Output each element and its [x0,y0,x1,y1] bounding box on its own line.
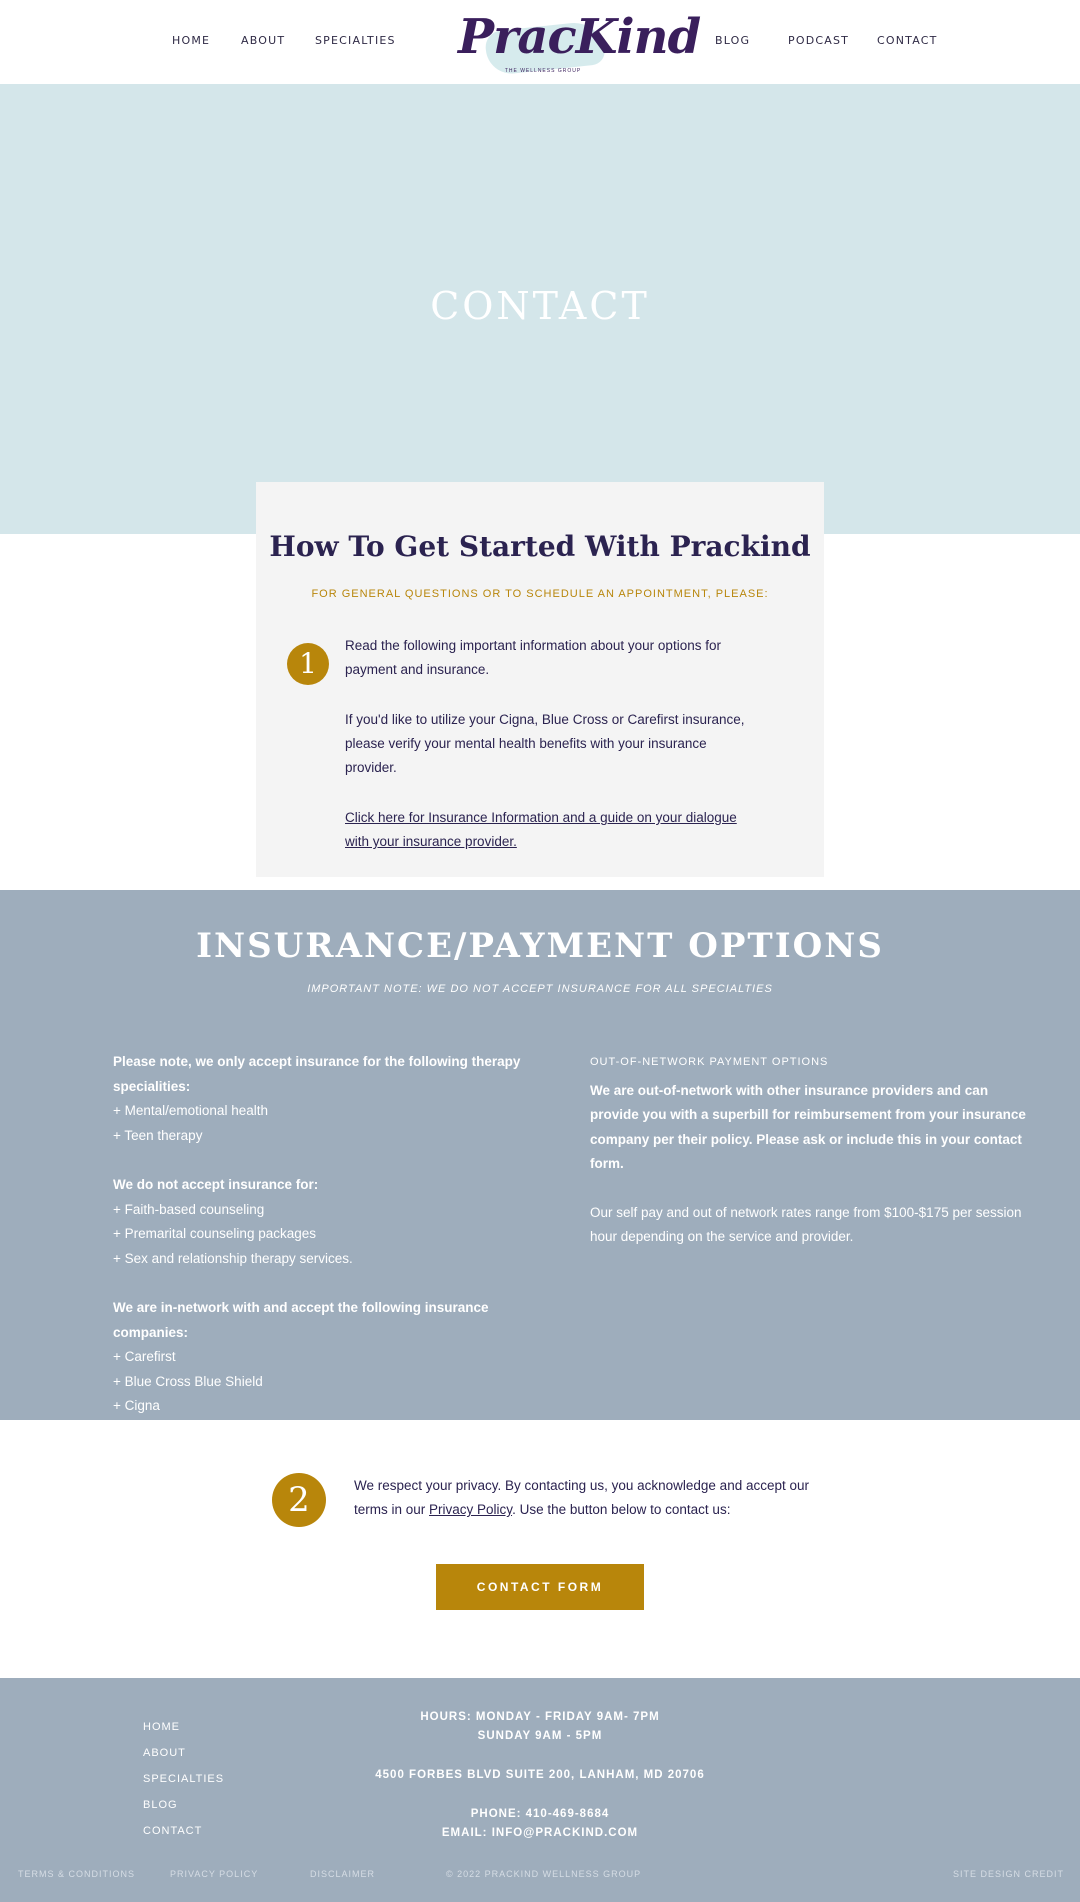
network-heading: We are in-network with and accept the following insurance companies: [113,1300,489,1340]
logo-text: PracKind [458,9,701,65]
footer-hours-sunday: SUNDAY 9AM - 5PM [477,1730,603,1742]
getting-started-card [256,482,824,877]
card-subtitle: FOR GENERAL QUESTIONS OR TO SCHEDULE AN APPOINTMENT, PLEASE: [311,588,769,600]
footer-hours-weekday: HOURS: MONDAY - FRIDAY 9AM- 7PM [420,1711,660,1723]
card-title: How To Get Started With Prackind [269,530,811,563]
list-item: + Cigna [113,1398,160,1413]
top-nav [0,0,1080,84]
logo-subtitle: THE WELLNESS GROUP [504,68,582,74]
footer-info [330,1708,750,1843]
footer-email[interactable]: EMAIL: INFO@PRACKIND.COM [441,1827,639,1839]
footer-privacy-link[interactable]: PRIVACY POLICY [170,1869,259,1879]
insurance-section [0,890,1080,1420]
footer-copyright: © 2022 PRACKIND WELLNESS GROUP [446,1869,642,1879]
list-item: + Teen therapy [113,1127,203,1143]
card-paragraph-2: If you'd like to utilize your Cigna, Blue Cross or Carefirst insurance, please verify your mental health benefits with your insurance provider. [345,712,745,775]
list-item: + Mental/emotional health [113,1103,268,1118]
footer-terms-link[interactable]: TERMS & CONDITIONS [18,1869,136,1879]
insurance-left-column [113,1050,553,1419]
insurance-info-link[interactable]: Click here for Insurance Information and a guide on your dialogue with your insurance provider. [345,810,737,849]
oon-heading: OUT-OF-NETWORK PAYMENT OPTIONS [590,1056,829,1068]
nav-about[interactable]: ABOUT [241,34,286,47]
footer-nav-about[interactable]: ABOUT [143,1747,186,1759]
hero-banner [0,84,1080,534]
step-one-badge: 1 [287,643,329,685]
footer-address: 4500 FORBES BLVD SUITE 200, LANHAM, MD 20706 [375,1769,705,1781]
logo[interactable] [458,6,701,78]
step-two-badge: 2 [272,1473,326,1527]
list-item: + Faith-based counseling [113,1201,265,1217]
insurance-right-column [590,1050,1040,1250]
privacy-text-after: . Use the button below to contact us: [512,1502,731,1517]
contact-form-button[interactable]: CONTACT FORM [436,1564,644,1610]
footer-disclaimer-link[interactable]: DISCLAIMER [310,1869,376,1879]
footer-nav [143,1714,224,1844]
footer [0,1678,1080,1902]
list-item: + Premarital counseling packages [113,1226,316,1241]
nav-specialties[interactable]: SPECIALTIES [315,34,396,47]
insurance-title: INSURANCE/PAYMENT OPTIONS [196,926,884,966]
footer-nav-blog[interactable]: BLOG [143,1799,178,1811]
list-item: + Carefirst [113,1349,176,1364]
list-item: + Blue Cross Blue Shield [113,1373,263,1389]
not-accept-heading: We do not accept insurance for: [113,1177,319,1192]
card-paragraph-1: Read the following important information about your options for payment and insurance. [345,638,721,677]
footer-nav-contact[interactable]: CONTACT [143,1825,203,1837]
accept-heading: Please note, we only accept insurance for the following therapy specialities: [113,1054,521,1094]
footer-phone[interactable]: PHONE: 410-469-8684 [470,1808,610,1820]
insurance-note: IMPORTANT NOTE: WE DO NOT ACCEPT INSURANCE FOR ALL SPECIALTIES [307,983,773,995]
privacy-paragraph [354,1474,814,1522]
footer-nav-home[interactable]: HOME [143,1721,180,1733]
nav-blog[interactable]: BLOG [715,34,751,47]
nav-home[interactable]: HOME [172,34,211,47]
privacy-policy-link[interactable]: Privacy Policy [429,1502,513,1517]
oon-superbill-text: We are out-of-network with other insurance providers and can provide you with a superbill for reimbursement from your insurance company per their policy. Please ask or include this in your contact form. [590,1082,1026,1171]
footer-nav-specialties[interactable]: SPECIALTIES [143,1773,225,1785]
page-title: CONTACT [430,284,650,328]
privacy-text-before: We respect your privacy. By contacting us, you acknowledge and accept our terms in our [354,1478,809,1517]
footer-credit-link[interactable]: SITE DESIGN CREDIT [952,1869,1064,1879]
nav-podcast[interactable]: PODCAST [788,34,850,47]
nav-contact[interactable]: CONTACT [877,34,938,47]
oon-rates-text: Our self pay and out of network rates range from $100-$175 per session hour depending on the service and provider. [590,1204,1022,1244]
list-item: + Sex and relationship therapy services. [113,1250,353,1266]
